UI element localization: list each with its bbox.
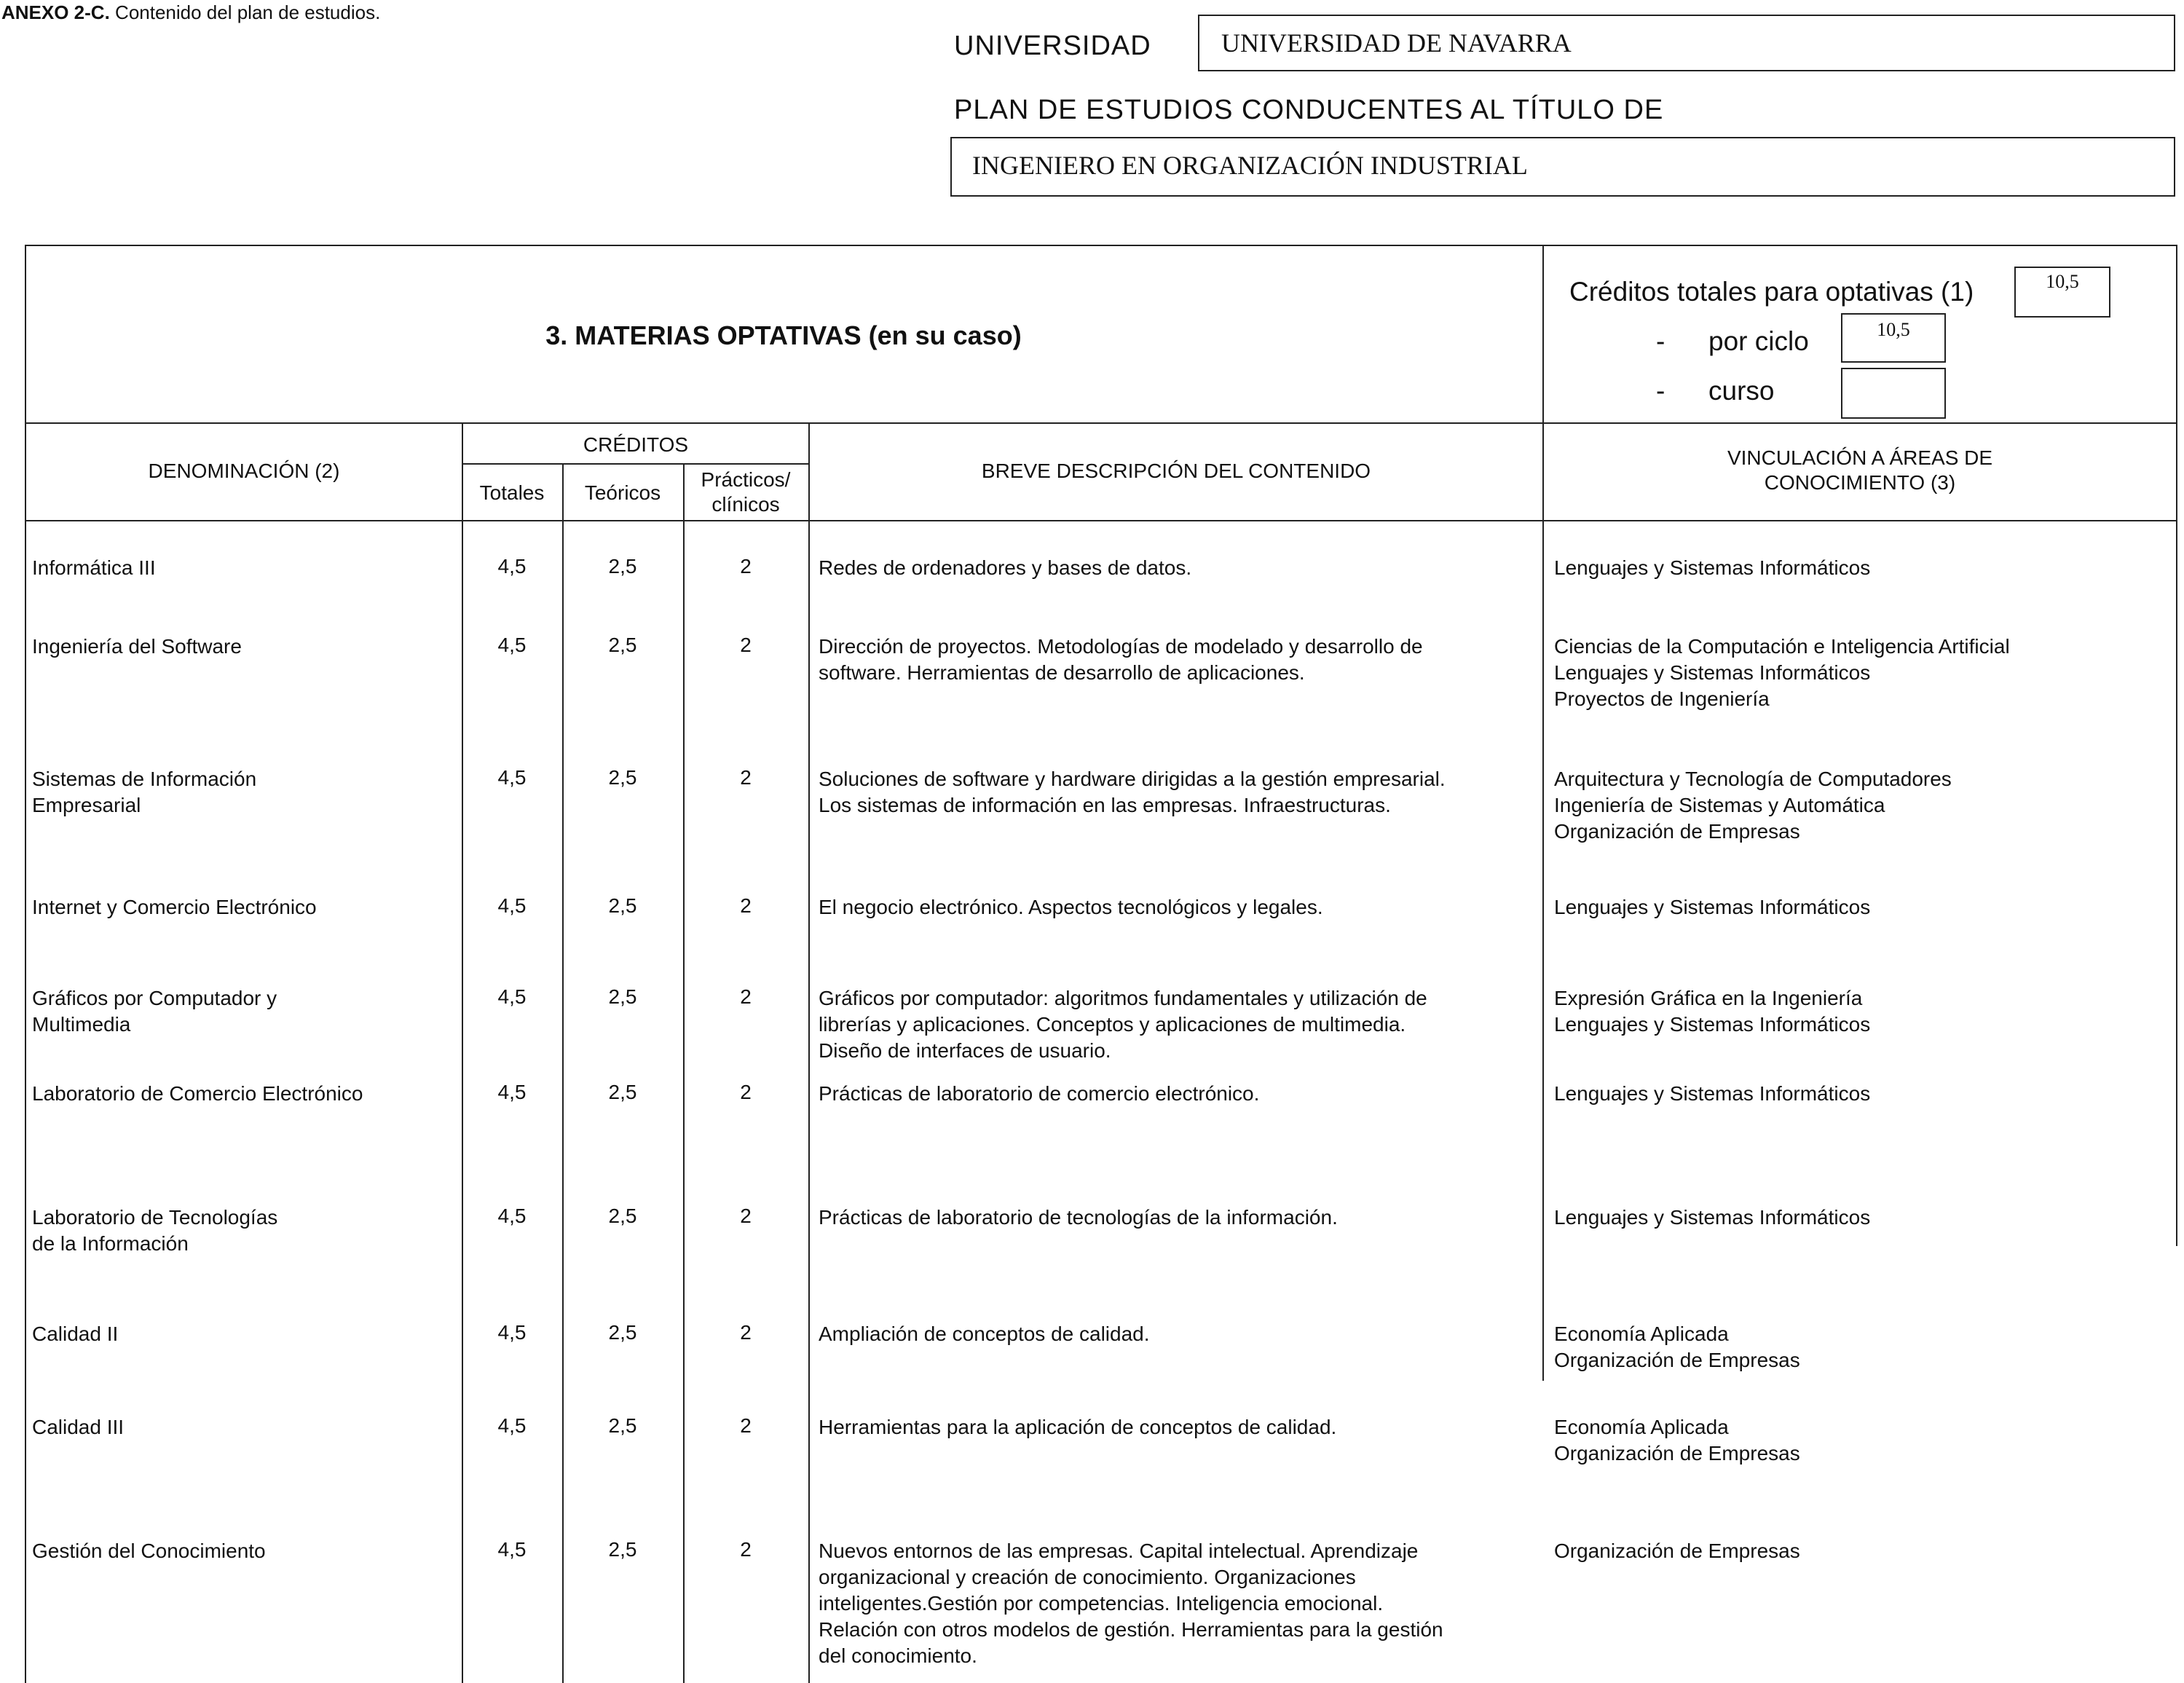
course-description-line: del conocimiento. [819, 1644, 977, 1667]
course-name [32, 894, 454, 921]
col-header-vinculacion [1544, 446, 2176, 495]
credits-totales: 4,5 [497, 1081, 527, 1103]
course-name-line: de la Información [32, 1232, 189, 1255]
course-description-line: inteligentes.Gestión por competencias. Inteligencia emocional. [819, 1592, 1384, 1615]
course-name [32, 1081, 454, 1107]
course-description [819, 894, 1540, 921]
knowledge-areas-line: Ciencias de la Computación e Inteligencia Artificial [1554, 635, 2010, 658]
course-description-line: Dirección de proyectos. Metodologías de modelado y desarrollo de [819, 635, 1423, 658]
course-description [819, 985, 1540, 1064]
credits-totales: 4,5 [497, 894, 527, 917]
course-name-line: Gestión del Conocimiento [32, 1540, 266, 1562]
col-header-vinculacion-line1: VINCULACIÓN A ÁREAS DE [1727, 446, 1993, 469]
course-description-line: Prácticas de laboratorio de tecnologías de la información. [819, 1206, 1338, 1229]
course-description [819, 1081, 1540, 1107]
credits-practicos: 2 [740, 555, 752, 578]
university-value: UNIVERSIDAD DE NAVARRA [1221, 28, 1572, 58]
credits-teoricos: 2,5 [608, 985, 637, 1008]
col-header-totales: Totales [479, 481, 545, 504]
credits-practicos: 2 [740, 634, 752, 656]
credits-practicos: 2 [740, 894, 752, 917]
credits-totales: 4,5 [497, 555, 527, 578]
knowledge-areas-line: Organización de Empresas [1554, 1540, 1800, 1562]
course-description-line: organizacional y creación de conocimiento. Organizaciones [819, 1566, 1356, 1588]
knowledge-areas-line: Organización de Empresas [1554, 1442, 1800, 1465]
col-header-practicos [683, 468, 808, 517]
course-dash: - [1656, 376, 1665, 406]
course-name [32, 555, 454, 581]
knowledge-areas-line: Economía Aplicada [1554, 1416, 1729, 1438]
knowledge-areas-line: Lenguajes y Sistemas Informáticos [1554, 661, 1871, 684]
course-description-line: Prácticas de laboratorio de comercio electrónico. [819, 1082, 1260, 1105]
knowledge-areas [1554, 634, 2173, 712]
course-description [819, 1538, 1540, 1669]
course-name-line: Ingeniería del Software [32, 635, 242, 658]
credits-teoricos: 2,5 [608, 1321, 637, 1344]
knowledge-areas-line: Lenguajes y Sistemas Informáticos [1554, 556, 1871, 579]
course-name-line: Laboratorio de Tecnologías [32, 1206, 278, 1229]
credits-practicos: 2 [740, 1205, 752, 1227]
knowledge-areas-line: Ingeniería de Sistemas y Automática [1554, 794, 1885, 816]
per-cycle-dash: - [1656, 326, 1665, 356]
knowledge-areas-line: Organización de Empresas [1554, 1349, 1800, 1371]
course-description-line: Redes de ordenadores y bases de datos. [819, 556, 1192, 579]
course-name-line: Internet y Comercio Electrónico [32, 896, 317, 918]
credits-teoricos: 2,5 [608, 555, 637, 578]
credits-practicos: 2 [740, 1081, 752, 1103]
course-label: curso [1708, 376, 1775, 406]
course-name-line: Informática III [32, 556, 156, 579]
course-name [32, 634, 454, 660]
course-name [32, 985, 454, 1038]
course-description [819, 1414, 1540, 1440]
course-description-line: Ampliación de conceptos de calidad. [819, 1323, 1150, 1345]
credits-practicos: 2 [740, 985, 752, 1008]
degree-value: INGENIERO EN ORGANIZACIÓN INDUSTRIAL [972, 151, 1528, 180]
course-description-line: Los sistemas de información en las empresas. Infraestructuras. [819, 794, 1391, 816]
credits-total-value: 10,5 [2046, 271, 2079, 292]
course-name-line: Sistemas de Información [32, 768, 257, 790]
university-box [1198, 15, 2175, 71]
knowledge-areas-line: Lenguajes y Sistemas Informáticos [1554, 896, 1871, 918]
col-header-descripcion: BREVE DESCRIPCIÓN DEL CONTENIDO [981, 460, 1371, 482]
credits-practicos: 2 [740, 1538, 752, 1561]
col-header-denominacion: DENOMINACIÓN (2) [148, 460, 340, 482]
annex-text: Contenido del plan de estudios. [115, 1, 381, 23]
per-cycle-value: 10,5 [1877, 319, 1910, 340]
knowledge-areas [1554, 894, 2173, 921]
course-name [32, 1414, 454, 1440]
knowledge-areas-line: Lenguajes y Sistemas Informáticos [1554, 1082, 1871, 1105]
course-name [32, 1538, 454, 1564]
credits-totales: 4,5 [497, 1205, 527, 1227]
knowledge-areas [1554, 1538, 2173, 1564]
section-title: 3. MATERIAS OPTATIVAS (en su caso) [545, 320, 1022, 350]
knowledge-areas [1554, 1081, 2173, 1107]
credits-total-label: Créditos totales para optativas (1) [1569, 277, 1974, 307]
credits-teoricos: 2,5 [608, 1414, 637, 1437]
course-description [819, 634, 1540, 686]
course-name-line: Empresarial [32, 794, 141, 816]
course-name-line: Calidad II [32, 1323, 119, 1345]
credits-totales: 4,5 [497, 634, 527, 656]
knowledge-areas-line: Expresión Gráfica en la Ingeniería [1554, 987, 1863, 1009]
knowledge-areas [1554, 1321, 2173, 1373]
knowledge-areas-line: Lenguajes y Sistemas Informáticos [1554, 1013, 1871, 1036]
course-description-line: Herramientas para la aplicación de conceptos de calidad. [819, 1416, 1337, 1438]
knowledge-areas-line: Economía Aplicada [1554, 1323, 1729, 1345]
course-box [1841, 368, 1946, 419]
course-description-line: Gráficos por computador: algoritmos fundamentales y utilización de [819, 987, 1427, 1009]
course-description-line: librerías y aplicaciones. Conceptos y aplicaciones de multimedia. [819, 1013, 1406, 1036]
credits-teoricos: 2,5 [608, 894, 637, 917]
course-name [32, 766, 454, 819]
course-name [32, 1321, 454, 1347]
credits-teoricos: 2,5 [608, 634, 637, 656]
university-label: UNIVERSIDAD [954, 31, 1151, 61]
credits-totales: 4,5 [497, 766, 527, 789]
course-name [32, 1205, 454, 1257]
col-header-creditos: CRÉDITOS [583, 433, 689, 456]
course-name-line: Gráficos por Computador y [32, 987, 277, 1009]
course-description [819, 1321, 1540, 1347]
credits-teoricos: 2,5 [608, 1081, 637, 1103]
per-cycle-box [1841, 313, 1946, 363]
course-description [819, 1205, 1540, 1231]
credits-teoricos: 2,5 [608, 1205, 637, 1227]
course-name-line: Multimedia [32, 1013, 131, 1036]
annex-heading [1, 1, 380, 24]
col-header-vinculacion-line2: CONOCIMIENTO (3) [1764, 471, 1956, 494]
knowledge-areas-line: Arquitectura y Tecnología de Computadores [1554, 768, 1952, 790]
knowledge-areas [1554, 1414, 2173, 1467]
knowledge-areas [1554, 985, 2173, 1038]
course-description-line: Relación con otros modelos de gestión. Herramientas para la gestión [819, 1618, 1443, 1641]
knowledge-areas [1554, 555, 2173, 581]
degree-box [950, 137, 2175, 197]
course-description [819, 766, 1540, 819]
course-description-line: Soluciones de software y hardware dirigidas a la gestión empresarial. [819, 768, 1446, 790]
course-description-line: Diseño de interfaces de usuario. [819, 1039, 1111, 1062]
credits-totales: 4,5 [497, 985, 527, 1008]
col-header-practicos-line1: Prácticos/ [701, 468, 791, 491]
credits-practicos: 2 [740, 1414, 752, 1437]
credits-teoricos: 2,5 [608, 1538, 637, 1561]
col-header-teoricos: Teóricos [584, 481, 661, 504]
credits-total-box [2014, 267, 2110, 318]
course-description-line: software. Herramientas de desarrollo de aplicaciones. [819, 661, 1305, 684]
knowledge-areas-line: Proyectos de Ingeniería [1554, 687, 1770, 710]
credits-practicos: 2 [740, 1321, 752, 1344]
credits-practicos: 2 [740, 766, 752, 789]
course-name-line: Laboratorio de Comercio Electrónico [32, 1082, 363, 1105]
credits-totales: 4,5 [497, 1321, 527, 1344]
annex-code: ANEXO 2-C. [1, 1, 110, 23]
credits-teoricos: 2,5 [608, 766, 637, 789]
plan-label: PLAN DE ESTUDIOS CONDUCENTES AL TÍTULO DE [954, 95, 1664, 125]
knowledge-areas [1554, 766, 2173, 845]
course-description [819, 555, 1540, 581]
course-name-line: Calidad III [32, 1416, 125, 1438]
credits-totales: 4,5 [497, 1414, 527, 1437]
knowledge-areas-line: Organización de Empresas [1554, 820, 1800, 843]
credits-totales: 4,5 [497, 1538, 527, 1561]
knowledge-areas-line: Lenguajes y Sistemas Informáticos [1554, 1206, 1871, 1229]
knowledge-areas [1554, 1205, 2173, 1231]
course-description-line: El negocio electrónico. Aspectos tecnológicos y legales. [819, 896, 1323, 918]
per-cycle-label: por ciclo [1708, 326, 1809, 356]
col-header-practicos-line2: clínicos [711, 493, 780, 516]
course-description-line: Nuevos entornos de las empresas. Capital intelectual. Aprendizaje [819, 1540, 1419, 1562]
